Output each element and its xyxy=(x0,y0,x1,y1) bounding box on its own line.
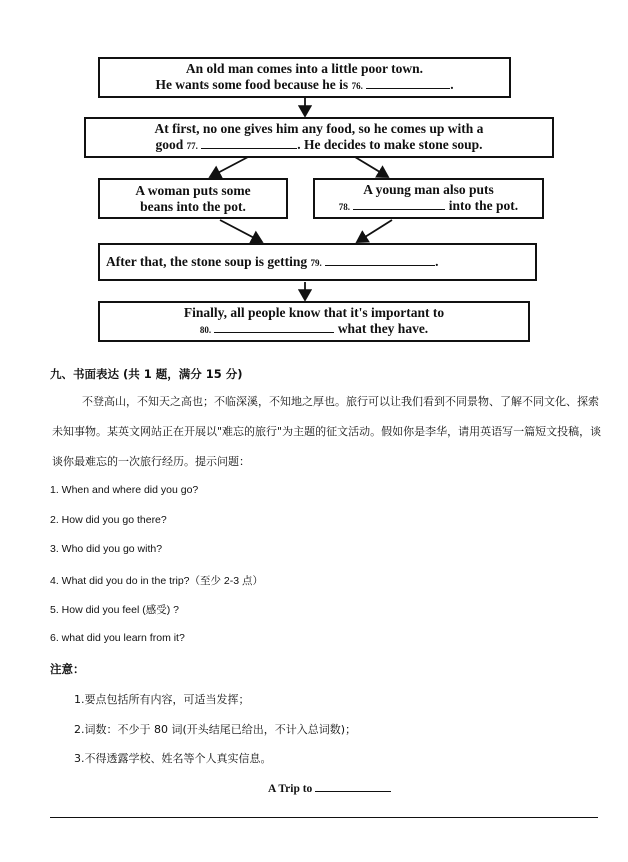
box5-pre: After that, the stone soup is getting xyxy=(106,253,311,269)
question-2: 2. How did you go there? xyxy=(50,514,167,526)
flowchart-box-woman xyxy=(98,178,288,219)
box1-line2-pre: He wants some food because he is xyxy=(155,77,352,92)
arrow-3-5 xyxy=(220,220,262,242)
question-1: 1. When and where did you go? xyxy=(50,484,199,496)
question-4: 4. What did you do in the trip?（至少 2-3 点） xyxy=(50,575,264,587)
box4-line1: A young man also puts xyxy=(363,182,494,197)
essay-title-blank[interactable] xyxy=(315,780,391,792)
answer-blank-76[interactable] xyxy=(366,77,450,89)
flowchart-box-79 xyxy=(98,243,537,281)
writing-prompt: 不登高山，不知天之高也；不临深溪，不知地之厚也。旅行可以让我们看到不同景物、了解不同文化、探索未知事物。某英文网站正在开展以"难忘的旅行"为主题的征文活动。假如你是李华，请用英语写一篇短文投稿，谈谈你最难忘的一次旅行经历。提示问题： xyxy=(52,395,602,468)
box6-line1: Finally, all people know that it's important to xyxy=(183,305,445,320)
flowchart-box-80 xyxy=(98,301,530,342)
answer-blank-77[interactable] xyxy=(201,137,297,149)
box3-line1: A woman puts some xyxy=(135,182,251,198)
arrow-4-5 xyxy=(357,220,392,242)
blank-number-80: 80. xyxy=(199,325,212,335)
section-title: 九、书面表达 (共 1 题，满分 15 分) xyxy=(50,367,243,381)
flowchart-box-76 xyxy=(98,57,511,98)
question-5: 5. How did you feel (感受) ? xyxy=(50,604,179,616)
box1-line2-post: . xyxy=(450,77,454,92)
arrow-2-4 xyxy=(355,157,388,177)
box2-line2-pre: good xyxy=(155,137,187,152)
writing-line[interactable] xyxy=(50,817,598,818)
box1-line1: An old man comes into a little poor town. xyxy=(185,61,424,76)
note-2: 2.词数：不少于 80 词(开头结尾已给出，不计入总词数)； xyxy=(74,723,357,736)
note-3: 3.不得透露学校、姓名等个人真实信息。 xyxy=(74,752,272,765)
question-3: 3. Who did you go with? xyxy=(50,543,163,555)
essay-title: A Trip to xyxy=(268,783,313,795)
flowchart-box-78 xyxy=(313,178,544,219)
box2-line1: At first, no one gives him any food, so he comes up with a xyxy=(154,121,484,136)
box5-post: . xyxy=(435,253,439,269)
blank-number-78: 78. xyxy=(338,202,351,212)
blank-number-79: 79. xyxy=(310,257,322,268)
box6-line2-post: what they have. xyxy=(334,321,429,336)
box3-line2: beans into the pot. xyxy=(140,198,246,214)
answer-blank-78[interactable] xyxy=(353,198,445,210)
box4-line2-post: into the pot. xyxy=(445,198,519,213)
answer-blank-79[interactable] xyxy=(325,254,435,266)
note-1: 1.要点包括所有内容，可适当发挥； xyxy=(74,693,250,706)
flowchart-box-77 xyxy=(84,117,554,158)
blank-number-76: 76. xyxy=(351,81,363,91)
essay-title-row xyxy=(268,780,391,795)
box2-line2-post: . He decides to make stone soup. xyxy=(297,137,483,152)
arrow-2-3 xyxy=(210,157,248,177)
answer-blank-80[interactable] xyxy=(214,321,334,333)
blank-number-77: 77. xyxy=(186,141,198,151)
notes-title: 注意： xyxy=(50,662,85,676)
question-6: 6. what did you learn from it? xyxy=(50,632,185,644)
